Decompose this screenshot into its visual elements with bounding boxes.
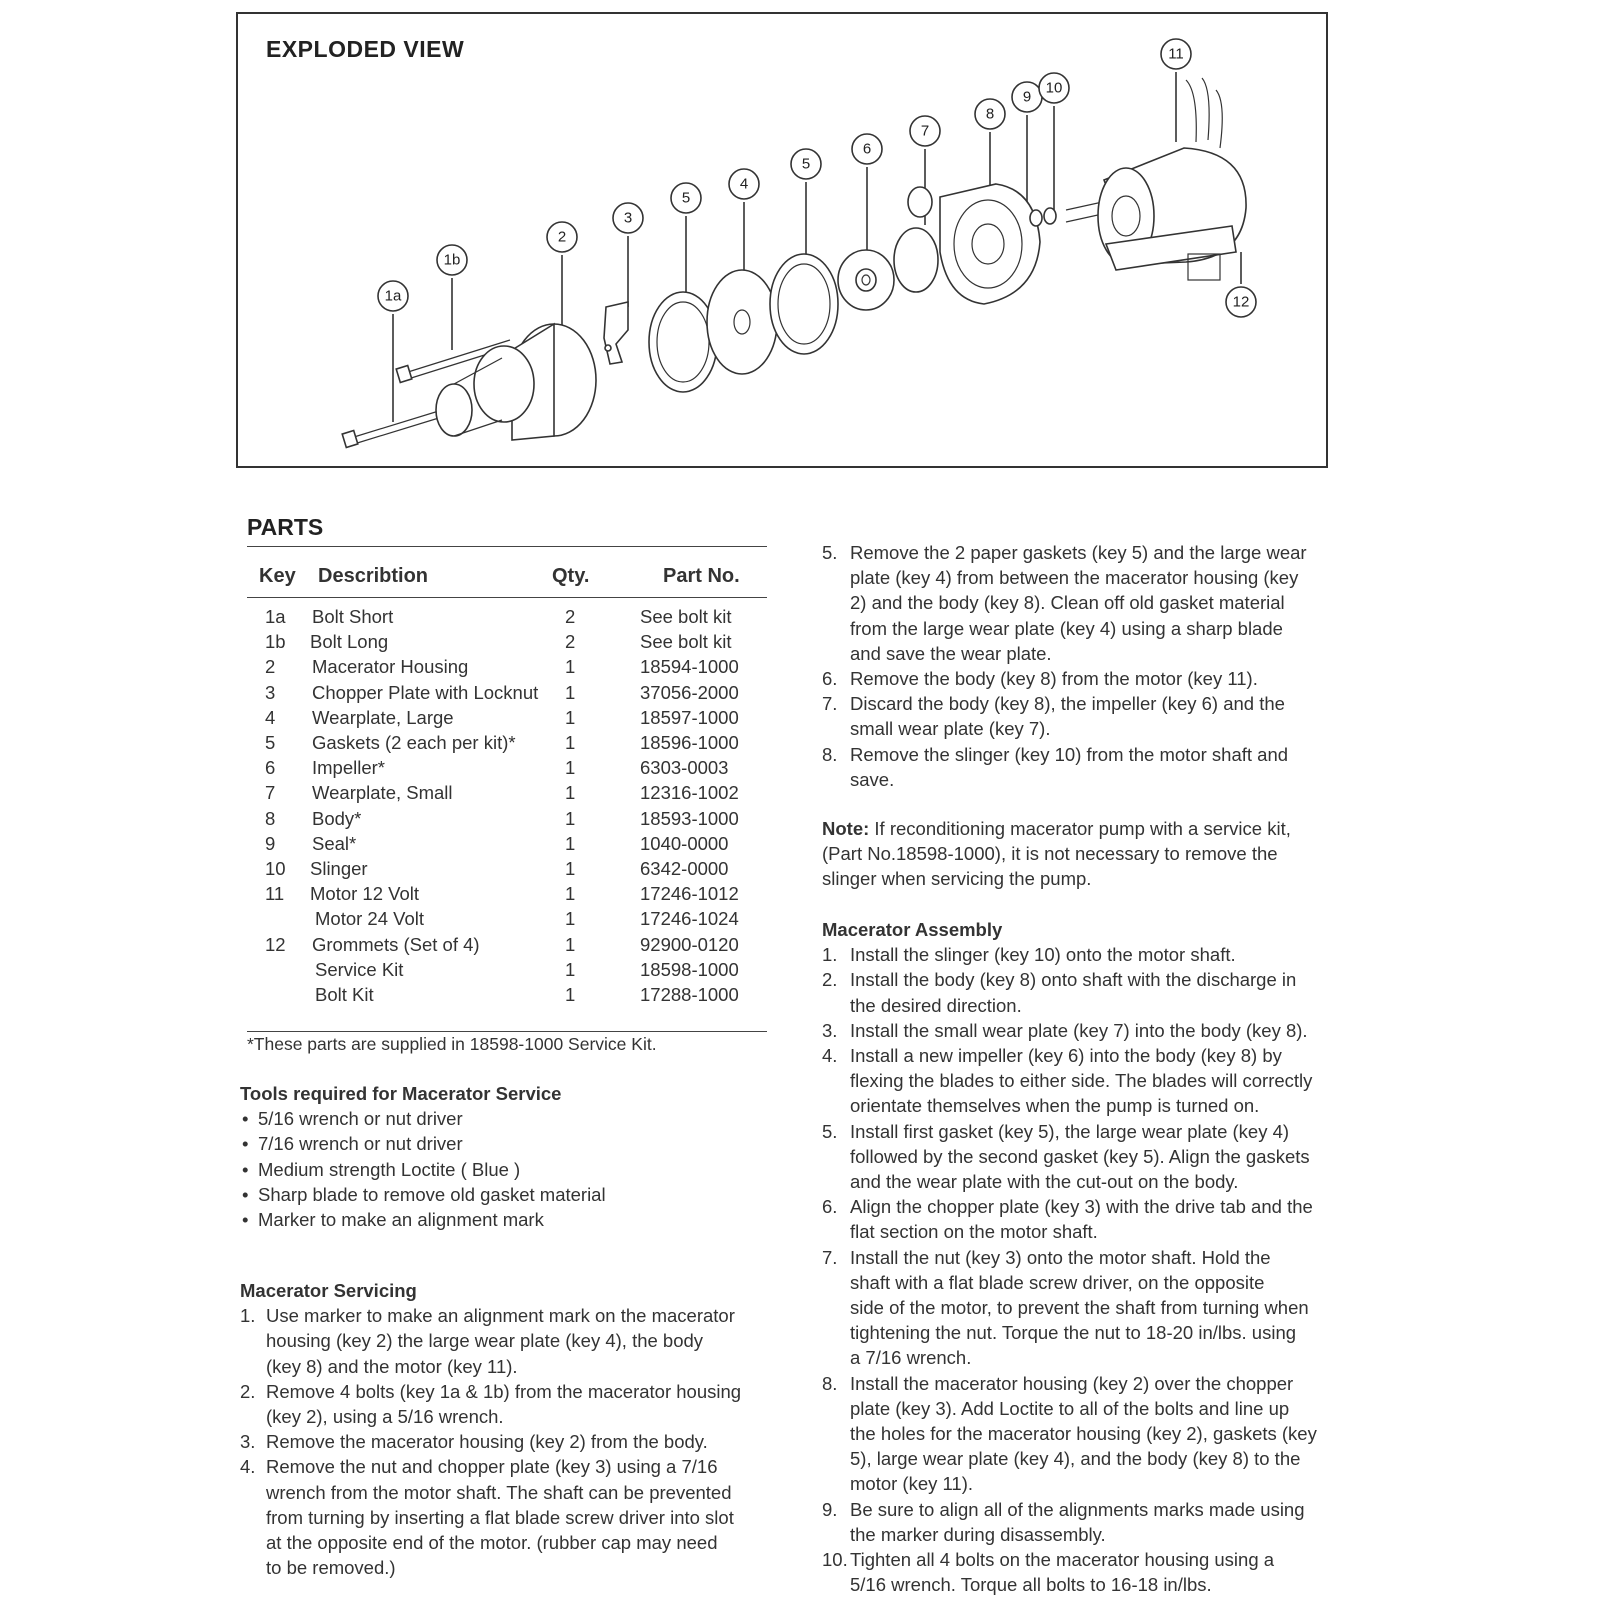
callout-5a [671,183,701,213]
step-line: from turning by inserting a flat blade screw driver into slot [266,1506,734,1528]
step-number: 3. [240,1431,256,1453]
cell-description: Service Kit [315,958,404,980]
cell-qty: 1 [565,832,576,854]
cell-part-no: 18596-1000 [640,732,739,753]
step-number: 9. [822,1498,838,1520]
cell-description: Motor 24 Volt [315,908,425,930]
cell-qty: 1 [565,706,576,728]
parts-title: PARTS [247,514,324,540]
list-item-text: Marker to make an alignment mark [258,1209,544,1231]
callout-10 [1039,73,1069,103]
svg-text:8: 8 [985,105,995,123]
step-line: motor (key 11). [850,1473,974,1495]
cell-qty: 1 [565,757,576,779]
svg-text:5: 5 [681,189,691,207]
list-item [822,1018,1352,1043]
tools-section [240,1081,770,1232]
list-item [822,1497,1352,1547]
list-item [240,1429,780,1454]
list-item-text: Medium strength Loctite ( Blue ) [258,1158,521,1180]
cell-qty: 1 [565,807,576,829]
step-number: 5. [822,1120,838,1142]
cell-qty: 1 [565,958,576,980]
step-text [850,1245,1352,1371]
svg-text:11: 11 [1168,45,1184,63]
bullet-icon: • [242,1108,249,1130]
bullet-icon: • [242,1158,249,1180]
svg-text:7: 7 [920,122,930,140]
cell-part-no: 92900-0120 [640,933,739,955]
tools-list [240,1106,770,1232]
step-line: Install a new impeller (key 6) into the body (key 8) by [850,1045,1282,1067]
list-item [822,942,1352,967]
cell-qty: 1 [565,908,576,930]
cell-key: 6 [265,757,276,779]
note-label: Note: [822,818,870,839]
list-item [240,1207,770,1232]
parts-footnote: *These parts are supplied in 18598-1000 Service Kit. [247,1034,657,1054]
gasket-2-shape [770,254,838,354]
list-item [822,967,1352,1017]
step-number: 6. [822,668,838,690]
tools-title: Tools required for Macerator Service [240,1083,562,1104]
step-line: from the large wear plate (key 4) using a sharp blade [850,617,1283,639]
step-line: small wear plate (key 7). [850,718,1051,740]
cell-key: 2 [265,656,276,678]
step-line: at the opposite end of the motor. (rubber cap may need [266,1532,718,1554]
svg-text:1a: 1a [384,287,402,305]
cell-part-no: 18594-1000 [640,656,739,678]
list-item [240,1303,780,1379]
step-text [850,1119,1352,1195]
step-line: flexing the blades to either side. The blades will correctly [850,1070,1313,1092]
step-text [850,1497,1352,1547]
note-line-3: slinger when servicing the pump. [822,868,1092,890]
step-line: Install the macerator housing (key 2) over the chopper [850,1372,1294,1394]
svg-text:12: 12 [1232,293,1250,311]
step-line: 5), large wear plate (key 4), and the body (key 8) to the [850,1448,1301,1470]
cell-key: 12 [265,933,286,955]
cell-description: Seal* [312,832,357,854]
servicing-continued [822,540,1342,792]
list-item-text: 7/16 wrench or nut driver [258,1133,463,1155]
cell-key: 4 [265,706,276,728]
cell-qty: 1 [565,933,576,955]
step-line: (key 2), using a 5/16 wrench. [266,1406,504,1428]
step-text [850,1547,1352,1597]
motor-shape [1066,78,1246,280]
cell-qty: 2 [565,631,576,653]
step-line: 2) and the body (key 8). Clean off old gasket material [850,592,1285,614]
step-number: 2. [240,1380,256,1402]
list-item [240,1106,770,1131]
callout-6 [852,134,882,164]
bullet-icon: • [242,1209,249,1231]
list-item [822,691,1342,741]
step-number: 4. [822,1045,838,1067]
step-line: plate (key 4) from between the macerator housing (key [850,567,1299,589]
list-item [822,1245,1352,1371]
step-line: side of the motor, to prevent the shaft from turning when [850,1297,1309,1319]
header-key: Key [259,565,296,587]
servicing-steps [240,1303,780,1580]
cell-key: 3 [265,681,276,703]
list-item [822,666,1342,691]
list-item [240,1454,780,1580]
cell-part-no: 17246-1024 [640,908,739,930]
svg-text:10: 10 [1045,79,1063,97]
bullet-icon: • [242,1133,249,1155]
servicing-section [240,1278,780,1580]
header-part-no: Part No. [663,565,740,587]
gasket-1-shape [649,292,717,392]
cell-qty: 1 [565,858,576,879]
callout-7 [910,116,940,146]
step-line: Remove the macerator housing (key 2) from the body. [266,1431,708,1453]
step-line: the marker during disassembly. [850,1523,1106,1545]
step-text [266,1303,780,1379]
assembly-steps [822,942,1352,1597]
callout-8 [975,99,1005,129]
cell-key: 7 [265,782,276,804]
callout-2 [547,222,577,252]
list-item-text: Sharp blade to remove old gasket material [258,1183,606,1205]
list-item-text: 5/16 wrench or nut driver [258,1108,463,1130]
header-description: Describtion [318,565,429,587]
svg-text:6: 6 [862,140,872,158]
cell-qty: 2 [565,606,576,627]
list-item [240,1182,770,1207]
cell-part-no: 18593-1000 [640,807,739,829]
chopper-plate-shape [604,302,628,364]
list-item [822,1043,1352,1119]
step-line: Align the chopper plate (key 3) with the drive tab and the [850,1196,1313,1218]
step-line: and save the wear plate. [850,642,1052,664]
servicing-title: Macerator Servicing [240,1280,417,1301]
parts-bottom-rule [247,1031,767,1032]
cell-part-no: 6303-0003 [640,757,729,779]
step-line: 5/16 wrench. Torque all bolts to 16-18 in/lbs. [850,1574,1212,1596]
cell-part-no: 1040-0000 [640,832,729,854]
wearplate-small-shape [894,228,938,292]
step-text [850,691,1342,741]
svg-text:4: 4 [739,175,749,193]
cell-part-no: 12316-1002 [640,782,739,804]
step-line: Remove the slinger (key 10) from the motor shaft and [850,743,1289,765]
callout-1b [437,245,467,275]
step-number: 7. [822,1246,838,1268]
step-number: 3. [822,1019,838,1041]
step-line: Use marker to make an alignment mark on the macerator [266,1305,735,1327]
step-line: Install the small wear plate (key 7) into the body (key 8). [850,1019,1308,1041]
cell-description: Grommets (Set of 4) [312,933,480,955]
step-line: Install first gasket (key 5), the large wear plate (key 4) [850,1120,1290,1142]
seal-shape [1030,210,1042,226]
cell-description: Gaskets (2 each per kit)* [312,732,516,753]
step-line: flat section on the motor shaft. [850,1221,1098,1243]
step-number: 5. [822,542,838,563]
step-text [850,540,1342,666]
list-item [822,742,1342,792]
step-line: plate (key 3). Add Loctite to all of the bolts and line up [850,1397,1290,1419]
cell-description: Body* [312,807,362,829]
list-item [822,1194,1352,1244]
cell-qty: 1 [565,984,576,1005]
step-text [850,666,1342,691]
step-line: Remove 4 bolts (key 1a & 1b) from the macerator housing [266,1380,742,1402]
bolt-short-shape [342,410,442,447]
step-line: and the wear plate with the cut-out on the body. [850,1171,1239,1193]
step-line: the holes for the macerator housing (key 2), gaskets (key [850,1423,1317,1445]
list-item [240,1157,770,1182]
cell-part-no: 17288-1000 [640,984,739,1005]
list-item [822,1119,1352,1195]
step-line: tightening the nut. Torque the nut to 18-20 in/lbs. using [850,1322,1297,1344]
cell-description: Bolt Long [310,631,389,653]
slinger-shape [1044,208,1056,224]
step-line: orientate themselves when the pump is turned on. [850,1095,1260,1117]
cell-part-no: 37056-2000 [640,681,739,703]
cell-qty: 1 [565,732,576,753]
header-qty: Qty. [552,565,590,587]
list-item [822,1371,1352,1497]
step-text [266,1379,780,1429]
cell-part-no: 6342-0000 [640,858,729,879]
step-text [850,1043,1352,1119]
step-line: save. [850,768,895,790]
svg-text:1b: 1b [443,251,461,269]
parts-header-rule [247,597,767,598]
callout-12 [1226,287,1256,317]
step-text [850,942,1352,967]
parts-top-rule [247,546,767,547]
step-text [850,1194,1352,1244]
cell-qty: 1 [565,656,576,678]
exploded-view-title: EXPLODED VIEW [266,36,465,62]
svg-text:3: 3 [623,209,633,227]
step-line: to be removed.) [266,1557,396,1579]
cell-qty: 1 [565,883,576,905]
cell-description: Macerator Housing [312,656,469,678]
callout-9 [1012,82,1042,112]
cell-description: Slinger [310,858,368,879]
svg-text:9: 9 [1022,88,1032,106]
note-line-1: If reconditioning macerator pump with a service kit, [869,818,1291,839]
cell-part-no: 17246-1012 [640,883,739,905]
step-line: shaft with a flat blade screw driver, on the opposite [850,1271,1265,1293]
step-line: Remove the 2 paper gaskets (key 5) and the large wear [850,542,1307,563]
step-line: Be sure to align all of the alignments marks made using [850,1498,1305,1520]
step-number: 8. [822,1372,838,1394]
cell-part-no: See bolt kit [640,606,732,627]
cell-key: 9 [265,832,276,854]
step-line: housing (key 2) the large wear plate (key 4), the body [266,1330,704,1352]
cell-part-no: 18597-1000 [640,706,739,728]
step-number: 6. [822,1196,838,1218]
cell-part-no: See bolt kit [640,631,732,653]
step-line: Install the body (key 8) onto shaft with the discharge in [850,969,1297,991]
step-line: Discard the body (key 8), the impeller (key 6) and the [850,693,1285,715]
list-item [240,1379,780,1429]
cell-key: 10 [265,858,286,879]
step-line: Install the nut (key 3) onto the motor shaft. Hold the [850,1246,1271,1268]
step-number: 7. [822,693,838,715]
note-line-2: (Part No.18598-1000), it is not necessary to remove the [822,843,1278,865]
cell-description: Wearplate, Small [312,782,453,804]
servicing-steps-continued [822,540,1342,792]
step-line: Remove the nut and chopper plate (key 3) using a 7/16 [266,1456,718,1478]
cell-qty: 1 [565,782,576,804]
cell-description: Bolt Short [312,606,394,627]
list-item [240,1131,770,1156]
bullet-icon: • [242,1183,249,1205]
cell-key: 5 [265,732,276,753]
list-item [822,1547,1352,1597]
cell-description: Impeller* [312,757,385,779]
svg-text:5: 5 [801,155,811,173]
cell-description: Bolt Kit [315,984,374,1005]
step-text [850,1371,1352,1497]
cell-description: Motor 12 Volt [310,883,420,905]
step-line: wrench from the motor shaft. The shaft can be prevented [266,1481,732,1503]
step-text [266,1429,780,1454]
macerator-housing-shape [436,324,596,440]
callout-3 [613,203,643,233]
step-number: 1. [822,944,838,966]
list-item [822,540,1342,666]
step-number: 10. [822,1549,848,1571]
cell-key: 11 [265,883,285,905]
step-line: Install the slinger (key 10) onto the motor shaft. [850,944,1236,966]
cell-description: Chopper Plate with Locknut [312,681,539,703]
note-section [822,816,1342,892]
cell-key: 1a [265,606,286,627]
impeller-shape [838,250,894,310]
callout-1a [378,281,408,311]
svg-text:2: 2 [557,228,567,246]
cell-key: 1b [265,631,286,653]
cell-key: 8 [265,807,276,829]
step-line: Tighten all 4 bolts on the macerator housing using a [850,1549,1275,1571]
callout-11 [1161,39,1191,69]
step-text [850,742,1342,792]
step-line: (key 8) and the motor (key 11). [266,1355,518,1377]
step-line: a 7/16 wrench. [850,1347,972,1369]
cell-description: Wearplate, Large [312,706,454,728]
exploded-view-diagram [236,12,1328,468]
step-text [850,967,1352,1017]
callout-4 [729,169,759,199]
step-number: 8. [822,743,838,765]
step-line: Remove the body (key 8) from the motor (key 11). [850,668,1258,690]
wearplate-large-shape [707,270,777,374]
assembly-title: Macerator Assembly [822,919,1003,940]
assembly-section [822,917,1352,1597]
step-number: 2. [822,969,838,991]
step-number: 1. [240,1305,256,1327]
callout-5b [791,149,821,179]
cell-part-no: 18598-1000 [640,958,739,980]
step-line: the desired direction. [850,994,1022,1016]
step-text [850,1018,1352,1043]
step-line: followed by the second gasket (key 5). Align the gaskets [850,1145,1310,1167]
step-number: 4. [240,1456,256,1478]
step-text [266,1454,780,1580]
cell-qty: 1 [565,681,576,703]
